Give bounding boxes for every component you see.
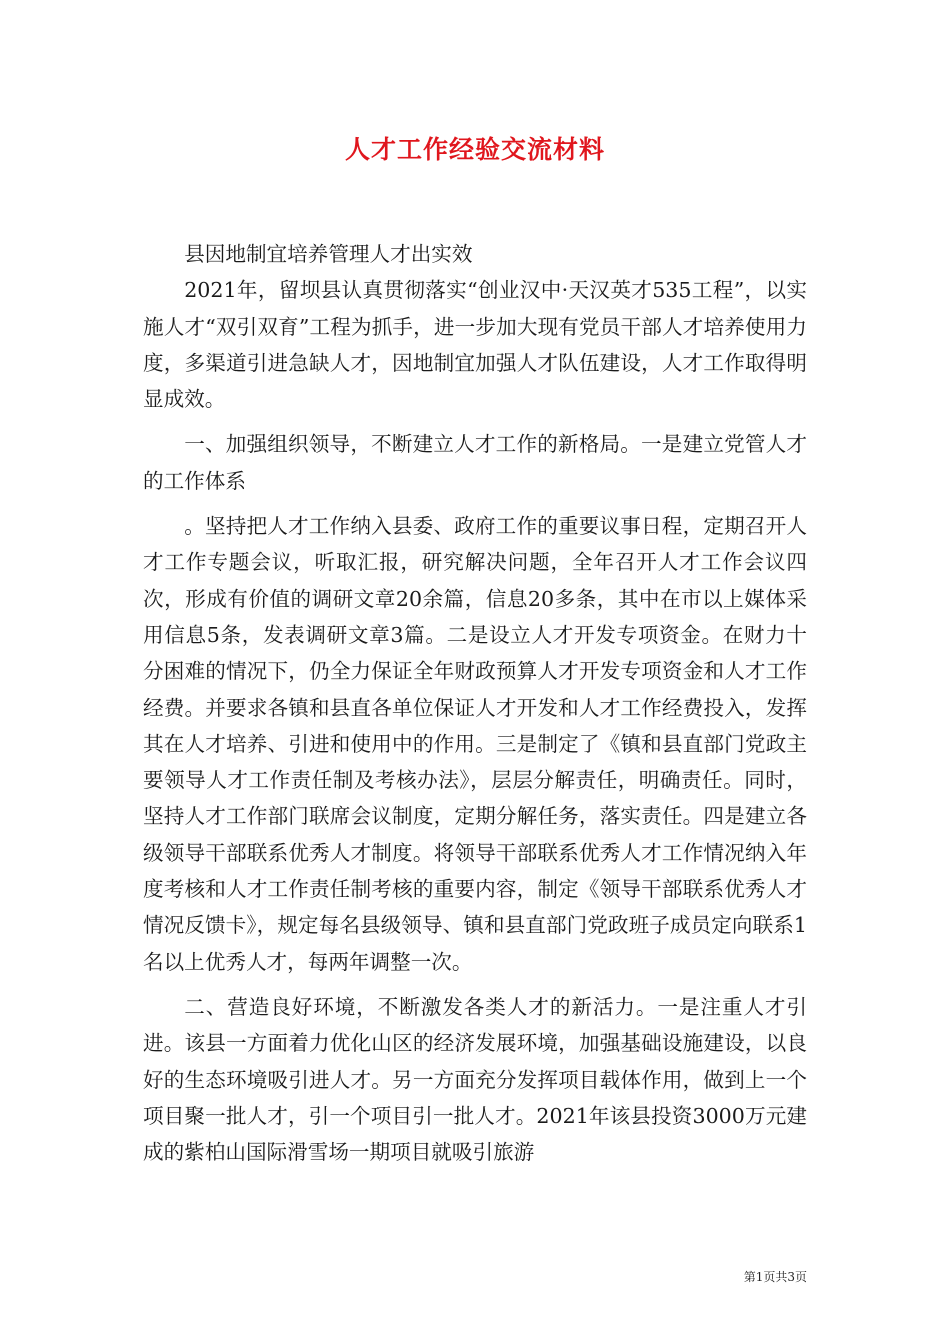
paragraph-intro: 2021年，留坝县认真贯彻落实“创业汉中·天汉英才535工程”，以实施人才“双引双育”工程为抓手，进一步加大现有党员干部人才培养使用力度，多渠道引进急缺人才，因地制宜加强人才队伍建设，人才工作取得明显成效。 [143,278,807,412]
paragraph-section-1-heading: 一、加强组织领导，不断建立人才工作的新格局。一是建立党管人才的工作体系 [143,432,807,493]
paragraph-section-1-body: 。坚持把人才工作纳入县委、政府工作的重要议事日程，定期召开人才工作专题会议，听取汇报，研究解决问题，全年召开人才工作会议四次，形成有价值的调研文章20余篇，信息20多条，其中在市以上媒体采用信息5条，发表调研文章3篇。二是设立人才开发专项资金。在财力十分困难的情况下，仍全力保证全年财政预算人才开发专项资金和人才工作经费。并要求各镇和县直各单位保证人才开发和人才工作经费投入，发挥其在人才培养、引进和使用中的作用。三是制定了《镇和县直部门党政主要领导人才工作责任制及考核办法》，层层分解责任，明确责任。同时，坚持人才工作部门联席会议制度，定期分解任务，落实责任。四是建立各级领导干部联系优秀人才制度。将领导干部联系优秀人才工作情况纳入年度考核和人才工作责任制考核的重要内容，制定《领导干部联系优秀人才情况反馈卡》，规定每名县级领导、镇和县直部门党政班子成员定向联系1名以上优秀人才，每两年调整一次。 [143,514,807,974]
document-title: 人才工作经验交流材料 [344,135,605,164]
page-number-footer: 第1页共3页 [743,1270,807,1284]
document-body [143,236,807,1170]
paragraph-section-2: 二、营造良好环境，不断激发各类人才的新活力。一是注重人才引进。该县一方面着力优化山区的经济发展环境，加强基础设施建设，以良好的生态环境吸引进人才。另一方面充分发挥项目载体作用，做到上一个项目聚一批人才，引一个项目引一批人才。2021年该县投资3000万元建成的紫柏山国际滑雪场一期项目就吸引旅游 [143,994,807,1165]
paragraph-subtitle: 县因地制宜培养管理人才出实效 [184,242,473,266]
